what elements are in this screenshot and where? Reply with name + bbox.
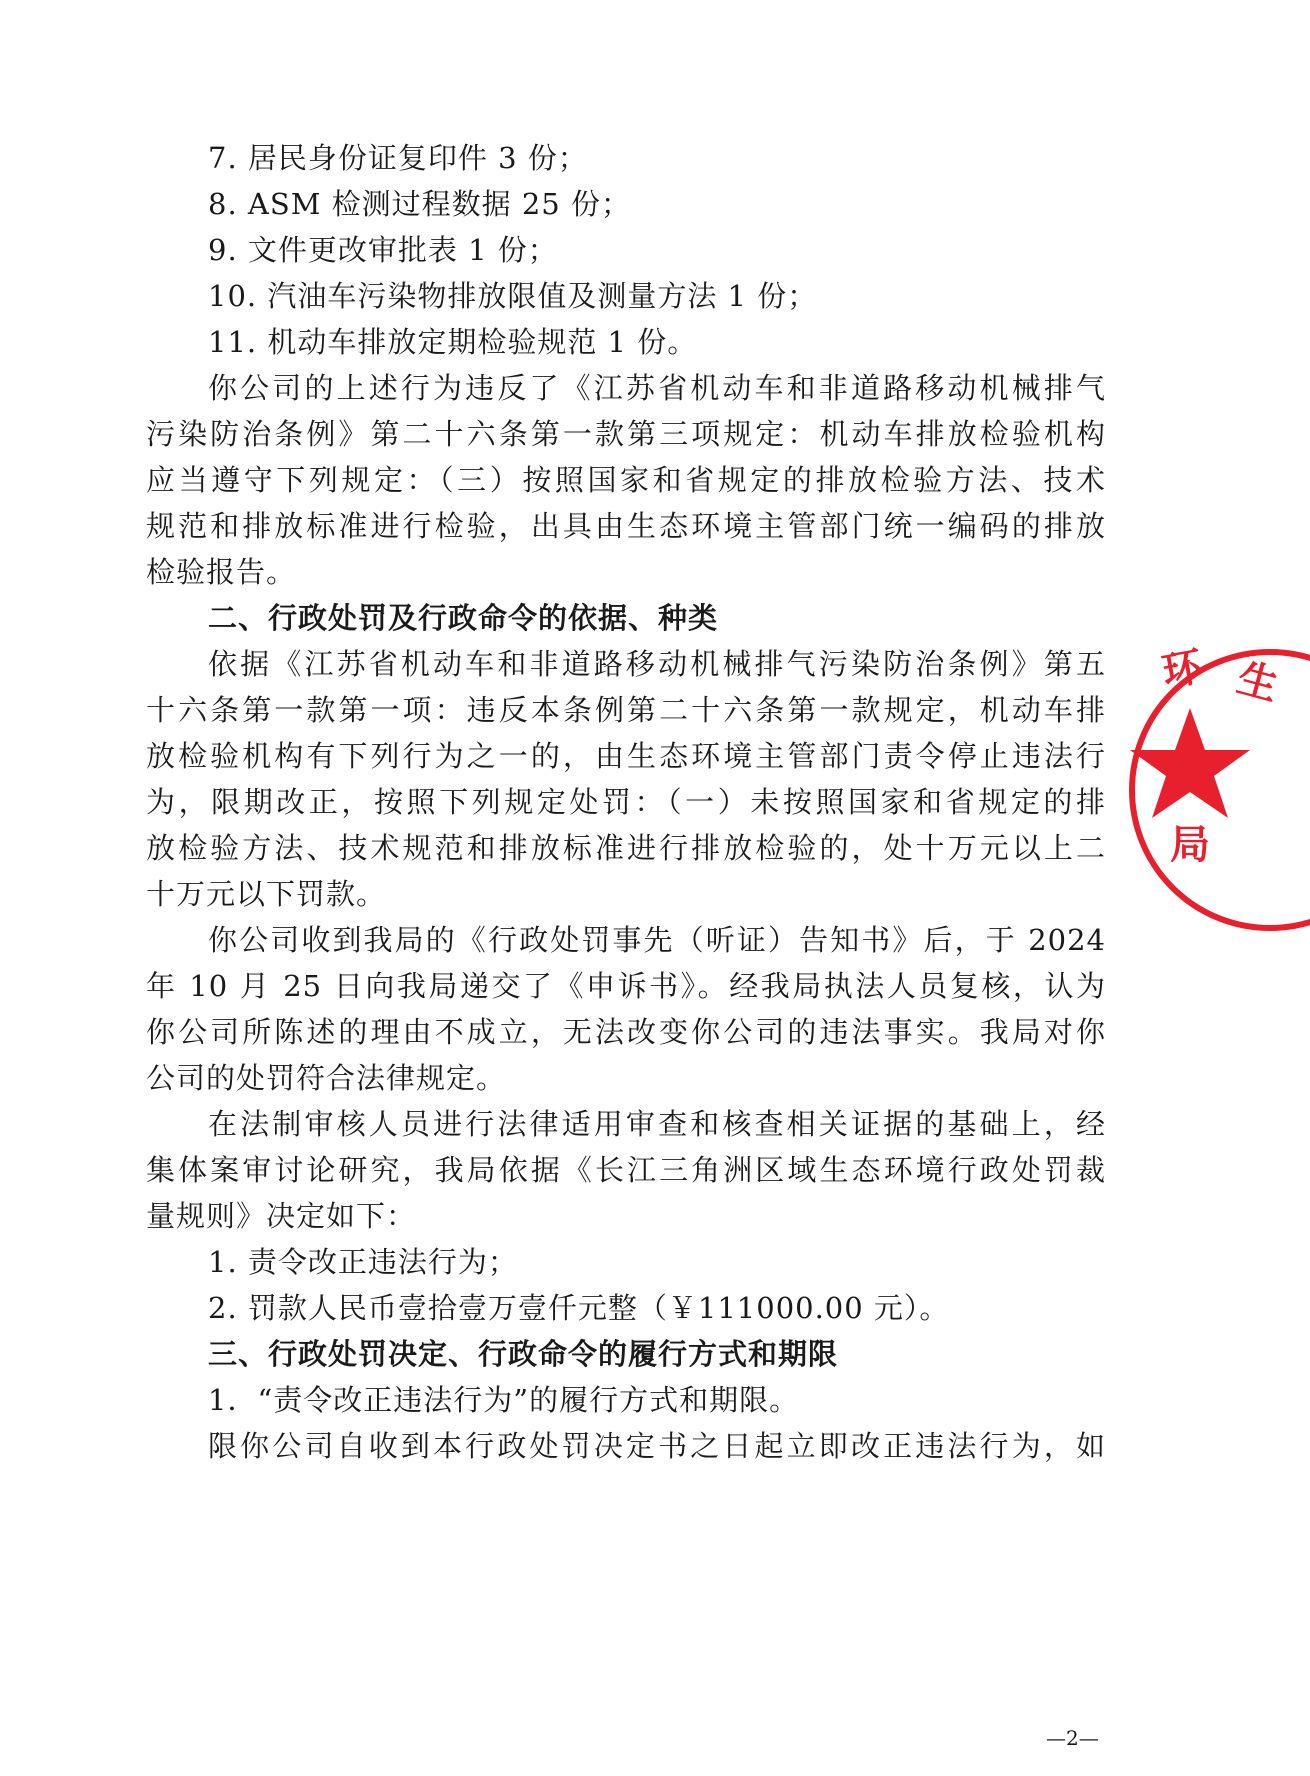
seal-text: 局 (1170, 822, 1210, 868)
violation-line: 应当遵守下列规定：（三）按照国家和省规定的排放检验方法、技术 (146, 463, 1106, 497)
basis-line: 十万元以下罚款。 (146, 877, 387, 911)
violation-line: 污染防治条例》第二十六条第一款第三项规定：机动车排放检验机构 (146, 417, 1106, 451)
attachment-item: 9. 文件更改审批表 1 份； (208, 233, 558, 267)
decision-item: 2. 罚款人民币壹拾壹万壹仟元整（￥111000.00 元）。 (208, 1291, 950, 1325)
decision-line: 在法制审核人员进行法律适用审查和核查相关证据的基础上，经 (208, 1107, 1106, 1141)
basis-line: 为，限期改正，按照下列规定处罚：（一）未按照国家和省规定的排 (146, 785, 1106, 819)
violation-line: 规范和排放标准进行检验，出具由生态环境主管部门统一编码的排放 (146, 509, 1106, 543)
seal-text: 环 (1158, 643, 1207, 696)
official-seal-icon (1110, 640, 1310, 940)
attachment-item: 10. 汽油车污染物排放限值及测量方法 1 份； (208, 279, 818, 313)
page-number: —2— (1046, 1726, 1099, 1750)
violation-line: 检验报告。 (146, 555, 297, 589)
attachment-item: 11. 机动车排放定期检验规范 1 份。 (208, 325, 698, 359)
appeal-line: 你公司所陈述的理由不成立，无法改变你公司的违法事实。我局对你 (146, 1015, 1106, 1049)
decision-line: 量规则》决定如下： (146, 1199, 417, 1233)
section-heading: 三、行政处罚决定、行政命令的履行方式和期限 (208, 1337, 839, 1371)
seal-ring (1132, 652, 1310, 928)
violation-line: 你公司的上述行为违反了《江苏省机动车和非道路移动机械排气 (208, 371, 1106, 405)
attachment-item: 8. ASM 检测过程数据 25 份； (208, 187, 631, 221)
basis-line: 十六条第一款第一项：违反本条例第二十六条第一款规定，机动车排 (146, 693, 1106, 727)
appeal-line: 年 10 月 25 日向我局递交了《申诉书》。经我局执法人员复核，认为 (146, 969, 1106, 1003)
basis-line: 放检验方法、技术规范和排放标准进行排放检验的，处十万元以上二 (146, 831, 1106, 865)
last-line: 限你公司自收到本行政处罚决定书之日起立即改正违法行为，如 (208, 1429, 1106, 1463)
appeal-line: 你公司收到我局的《行政处罚事先（听证）告知书》后，于 2024 (208, 923, 1106, 957)
seal-text: 生 (1232, 655, 1283, 711)
appeal-line: 公司的处罚符合法律规定。 (146, 1061, 507, 1095)
decision-line: 集体案审讨论研究，我局依据《长江三角洲区域生态环境行政处罚裁 (146, 1153, 1106, 1187)
basis-line: 放检验机构有下列行为之一的，由生态环境主管部门责令停止违法行 (146, 739, 1106, 773)
attachment-item: 7. 居民身份证复印件 3 份； (208, 141, 588, 175)
section-heading: 二、行政处罚及行政命令的依据、种类 (208, 601, 719, 635)
basis-line: 依据《江苏省机动车和非道路移动机械排气污染防治条例》第五 (208, 647, 1106, 681)
decision-item: 1. 责令改正违法行为； (208, 1245, 518, 1279)
section-subheading: 1．“责令改正违法行为”的履行方式和期限。 (208, 1383, 800, 1417)
